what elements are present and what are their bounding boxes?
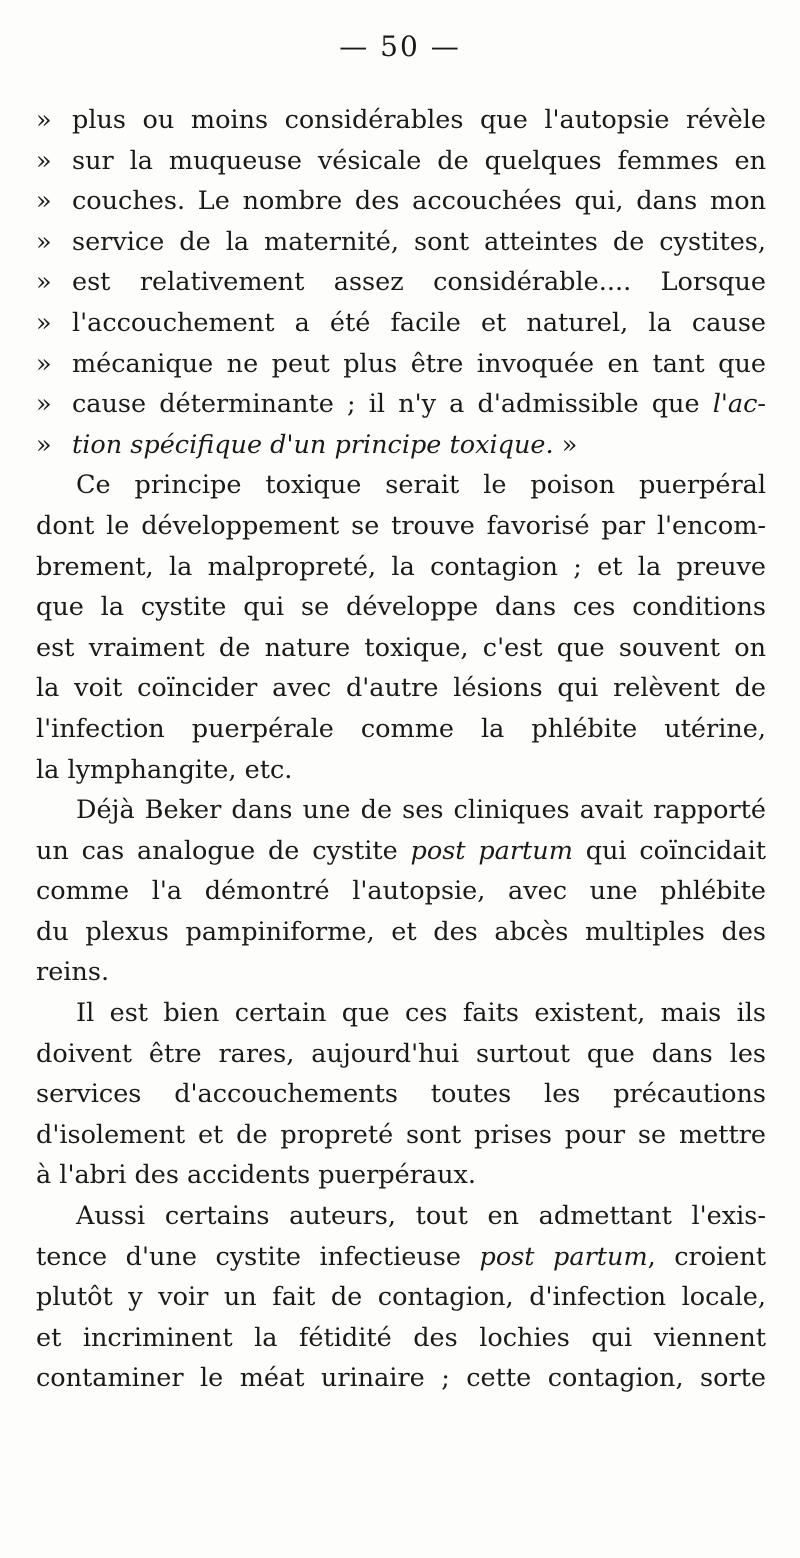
paragraph-line: et incriminent la fétidité des lochies qui viennent xyxy=(36,1322,766,1353)
paragraph-line: que la cystite qui se développe dans ces conditions xyxy=(36,592,766,623)
page-body xyxy=(36,100,766,1399)
quote-line: » sur la muqueuse vésicale de quelques femmes en xyxy=(36,145,766,176)
paragraph-line: services d'accouchements toutes les précautions xyxy=(36,1079,766,1110)
paragraph-line: l'infection puerpérale comme la phlébite utérine, xyxy=(36,713,766,744)
paragraph-line: plutôt y voir un fait de contagion, d'infection locale, xyxy=(36,1282,766,1313)
paragraph-line: d'isolement et de propreté sont prises pour se mettre xyxy=(36,1119,766,1150)
quote-line: » couches. Le nombre des accouchées qui, dans mon xyxy=(36,186,766,217)
paragraph-line: Aussi certains auteurs, tout en admettant l'exis- xyxy=(76,1201,766,1232)
paragraph-line: doivent être rares, aujourd'hui surtout que dans les xyxy=(36,1038,766,1069)
paragraph-line: un cas analogue de cystite post partum qui coïncidait xyxy=(36,835,766,866)
quote-line: » service de la maternité, sont atteintes de cystites, xyxy=(36,226,766,257)
paragraph-line: Déjà Beker dans une de ses cliniques avait rapporté xyxy=(76,795,766,826)
paragraph-line: dont le développement se trouve favorisé par l'encom- xyxy=(36,510,766,541)
paragraph-line: à l'abri des accidents puerpéraux. xyxy=(36,1160,476,1191)
page-number: — 50 — xyxy=(339,30,461,63)
paragraph-line: du plexus pampiniforme, et des abcès multiples des xyxy=(36,916,766,947)
quote-line: » est relativement assez considérable.... Lorsque xyxy=(36,267,766,298)
quote-line: » l'accouchement a été facile et naturel, la cause xyxy=(36,307,766,338)
paragraph-line: Ce principe toxique serait le poison puerpéral xyxy=(76,470,766,501)
paragraph-line: la lymphangite, etc. xyxy=(36,754,293,785)
quote-line: » cause déterminante ; il n'y a d'admissible que l'ac- xyxy=(36,389,766,420)
quote-line: » tion spécifique d'un principe toxique. » xyxy=(36,429,578,460)
paragraph-line: la voit coïncider avec d'autre lésions qui relèvent de xyxy=(36,673,766,704)
paragraph-line: tence d'une cystite infectieuse post partum, croient xyxy=(36,1241,766,1272)
paragraph-line: comme l'a démontré l'autopsie, avec une phlébite xyxy=(36,876,766,907)
quote-line: » plus ou moins considérables que l'autopsie révèle xyxy=(36,105,766,135)
quote-line: » mécanique ne peut plus être invoquée en tant que xyxy=(36,348,766,379)
paragraph-line: est vraiment de nature toxique, c'est que souvent on xyxy=(36,632,766,663)
paragraph-line: brement, la malpropreté, la contagion ; et la preuve xyxy=(36,551,766,582)
paragraph-line: contaminer le méat urinaire ; cette contagion, sorte xyxy=(36,1363,766,1394)
paragraph-line: reins. xyxy=(36,957,110,988)
paragraph-line: Il est bien certain que ces faits existent, mais ils xyxy=(76,998,766,1029)
